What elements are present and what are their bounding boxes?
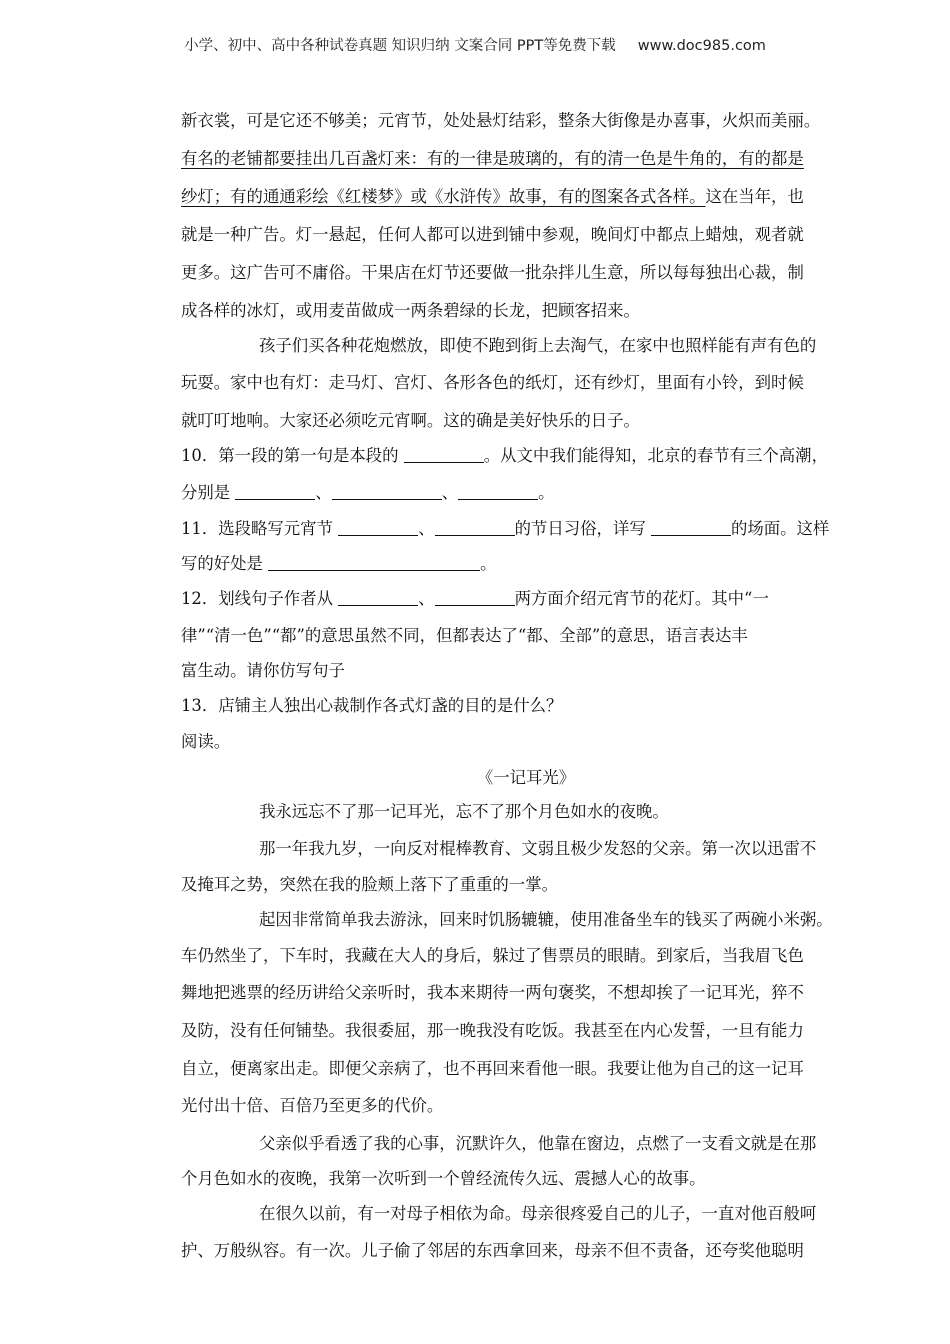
question-12-cont: 律”“清一色”“都”的意思虽然不同，但都表达了“都、全部”的意思，语言表达丰 — [181, 626, 748, 645]
passage1-line: 玩耍。家中也有灯：走马灯、宫灯、各形各色的纸灯，还有纱灯，里面有小铃，到时候 — [181, 373, 804, 392]
question-12-cont: 富生动。请你仿写句子 — [181, 661, 345, 680]
answer-blank[interactable] — [435, 589, 515, 606]
passage1-line: 成各样的冰灯，或用麦苗做成一两条碧绿的长龙，把顾客招来。 — [181, 301, 640, 320]
passage2-line: 及防，没有任何铺垫。我很委屈，那一晚我没有吃饭。我甚至在内心发誓，一旦有能力 — [181, 1021, 804, 1040]
question-11: 11．选段略写元宵节 、 的节日习俗，详写 的场面。这样 — [181, 519, 830, 538]
question-10-cont: 分别是 、 、 。 — [181, 483, 555, 502]
underlined-sentence: 纱灯；有的通通彩绘《红楼梦》或《水浒传》故事，有的图案各式各样。 — [181, 187, 706, 206]
passage1-line: 纱灯；有的通通彩绘《红楼梦》或《水浒传》故事，有的图案各式各样。这在当年，也 — [181, 187, 804, 206]
page-header — [0, 34, 950, 55]
question-11-cont: 写的好处是 。 — [181, 554, 497, 573]
answer-blank[interactable] — [458, 483, 538, 500]
passage2-line: 舞地把逃票的经历讲给父亲听时，我本来期待一两句褒奖，不想却挨了一记耳光，猝不 — [181, 983, 804, 1002]
answer-blank[interactable] — [332, 483, 442, 500]
passage1-line: 新衣裳，可是它还不够美；元宵节，处处悬灯结彩，整条大街像是办喜事，火炽而美丽。 — [181, 111, 821, 130]
passage2-title: 《一记耳光》 — [476, 768, 576, 787]
passage2-line: 车仍然坐了，下车时，我藏在大人的身后，躲过了售票员的眼睛。到家后，当我眉飞色 — [181, 946, 804, 965]
passage2-paragraph: 父亲似乎看透了我的心事，沉默许久，他靠在窗边，点燃了一支看文就是在那 — [259, 1134, 817, 1153]
passage2-paragraph: 我永远忘不了那一记耳光，忘不了那个月色如水的夜晚。 — [259, 802, 669, 821]
passage2-paragraph: 那一年我九岁，一向反对棍棒教育、文弱且极少发怒的父亲。第一次以迅雷不 — [259, 839, 817, 858]
header-url[interactable]: www.doc985.com — [637, 38, 766, 54]
passage2-line: 光付出十倍、百倍乃至更多的代价。 — [181, 1096, 444, 1115]
answer-blank[interactable] — [338, 519, 418, 536]
question-13: 13．店铺主人独出心裁制作各式灯盏的目的是什么？ — [181, 696, 563, 715]
question-10: 10．第一段的第一句是本段的 。从文中我们能得知，北京的春节有三个高潮， — [181, 446, 828, 465]
answer-blank[interactable] — [338, 589, 418, 606]
reading-instruction: 阅读。 — [181, 732, 231, 751]
passage2-line: 自立，便离家出走。即便父亲病了，也不再回来看他一眼。我要让他为自己的这一记耳 — [181, 1059, 804, 1078]
answer-blank[interactable] — [435, 519, 515, 536]
passage2-line: 护、万般纵容。有一次。儿子偷了邻居的东西拿回来，母亲不但不责备，还夸奖他聪明 — [181, 1241, 804, 1260]
passage2-paragraph: 起因非常简单我去游泳，回来时饥肠辘辘，使用准备坐车的钱买了两碗小米粥。 — [259, 910, 833, 929]
passage1-line: 更多。这广告可不庸俗。干果店在灯节还要做一批杂拌儿生意，所以每每独出心裁，制 — [181, 263, 804, 282]
passage1-line: 就是一种广告。灯一悬起，任何人都可以进到铺中参观，晚间灯中都点上蜡烛，观者就 — [181, 225, 804, 244]
passage2-line: 个月色如水的夜晚，我第一次听到一个曾经流传久远、震撼人心的故事。 — [181, 1169, 706, 1188]
answer-blank[interactable] — [235, 483, 315, 500]
answer-blank[interactable] — [404, 446, 484, 463]
answer-blank[interactable] — [651, 519, 731, 536]
passage2-line: 及掩耳之势，突然在我的脸颊上落下了重重的一掌。 — [181, 875, 558, 894]
underlined-sentence: 有名的老铺都要挂出几百盏灯来：有的一律是玻璃的，有的清一色是牛角的，有的都是 — [181, 149, 804, 168]
passage2-paragraph: 在很久以前，有一对母子相依为命。母亲很疼爱自己的儿子，一直对他百般呵 — [259, 1204, 817, 1223]
answer-blank[interactable] — [268, 554, 480, 571]
question-12: 12．划线句子作者从 、 两方面介绍元宵节的花灯。其中“一 — [181, 589, 769, 608]
passage1-line: 就叮叮地响。大家还必须吃元宵啊。这的确是美好快乐的日子。 — [181, 411, 640, 430]
passage1-paragraph: 孩子们买各种花炮燃放，即使不跑到街上去淘气，在家中也照样能有声有色的 — [259, 336, 817, 355]
header-text: 小学、初中、高中各种试卷真题 知识归纳 文案合同 PPT等免费下载 — [184, 38, 616, 54]
